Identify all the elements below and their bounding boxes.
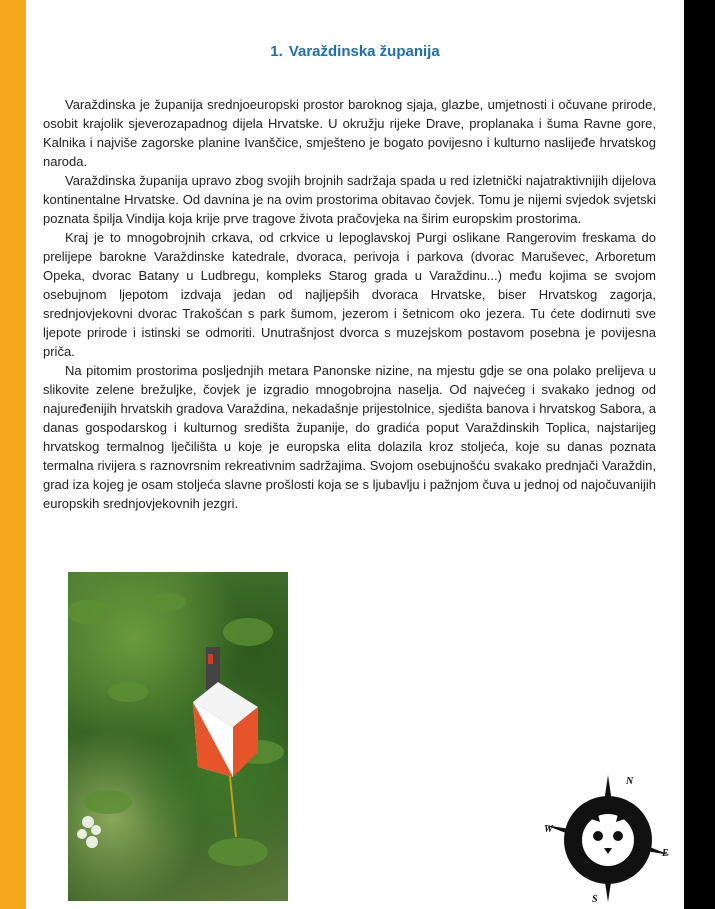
paragraph: Varaždinska je županija srednjoeuropski prostor baroknog sjaja, glazbe, umjetnosti i očuvane prirode, osobit krajolik sjeverozapadnog dijela Hrvatske. U okružju rijeke Drave, proplanaka i šuma Ravne gore, Kalnika i najviše zagorske planine Ivanščice, smješteno je bogato povijesno i kulturno naslijeđe hrvatskog naroda. bbox=[43, 97, 656, 169]
section-title: Varaždinska županija bbox=[288, 43, 440, 60]
article-body bbox=[43, 95, 656, 513]
page-title bbox=[26, 43, 684, 60]
paragraph: Varaždinska županija upravo zbog svojih brojnih sadržaja spada u red izletnički najatraktivnijih dijelova kontinentalne Hrvatske. Od davnina je na ovim prostorima obitavao čovjek. Tomu je nijemi svjedok svjetski poznata špilja Vindija koja krije prve tragove života pračovjeka na širim europskim prostorima. bbox=[43, 173, 656, 226]
compass-north-label: N bbox=[626, 776, 634, 787]
paragraph: Kraj je to mnogobrojnih crkava, od crkvice u lepoglavskoj Purgi oslikane Rangerovim freskama do prelijepe barokne Varaždinske katedrale, dvoraca, perivoja i parkova (dvorac Maruševec, Arboretum Opeka, dvorac Batany u Ludbregu, kompleks Starog grada u Varaždinu...) među kojima se svojom osebujnom ljepotom izdvaja jedan od najljepših dvoraca Hrvatske, biser Hrvatskog zagorja, srednjovjekovni dvorac Trakošćan s park šumom, jezerom i šetnicom oko jezera. Tu ćete dodirnuti sve ljepote prirode i istinski se odmoriti. Unutrašnjost dvorca s muzejskom postavom posebna je povijesna priča. bbox=[43, 230, 656, 359]
compass-cat-logo bbox=[540, 770, 675, 905]
compass-south-label: S bbox=[592, 894, 598, 905]
compass-west-label: W bbox=[544, 824, 553, 835]
orienteering-control-photo bbox=[68, 572, 288, 901]
right-edge-bar bbox=[684, 0, 715, 909]
left-accent-bar bbox=[0, 0, 26, 909]
compass-east-label: E bbox=[662, 848, 669, 859]
paragraph: Na pitomim prostorima posljednjih metara Panonske nizine, na mjestu gdje se ona polako prelijeva u slikovite zelene brežuljke, čovjek je izgradio mnogobrojna naselja. Od najvećeg i svakako jednog od najuređenijih hrvatskih gradova Varaždina, nekadašnje prijestolnice, sjedišta banova i hrvatskog Sabora, a danas gospodarskog i kulturnog središta županije, do gradića poput Varaždinskih Toplica, najstarijeg hrvatskog termalnog lječilišta u koje je europska elita dolazila kroz stoljeća, koje su danas poznata termalna rivijera s raznovrsnim rekreativnim sadržajima. Svojom osebujnošću svakako prednjači Varaždin, grad iza kojeg je osam stoljeća slavne prošlosti koja se s ljubavlju i pažnjom čuva u jednoj od najočuvanijih europskih srednjovjekovnih jezgri. bbox=[43, 363, 656, 511]
photo-illustration bbox=[68, 572, 288, 901]
section-number: 1. bbox=[270, 43, 283, 60]
